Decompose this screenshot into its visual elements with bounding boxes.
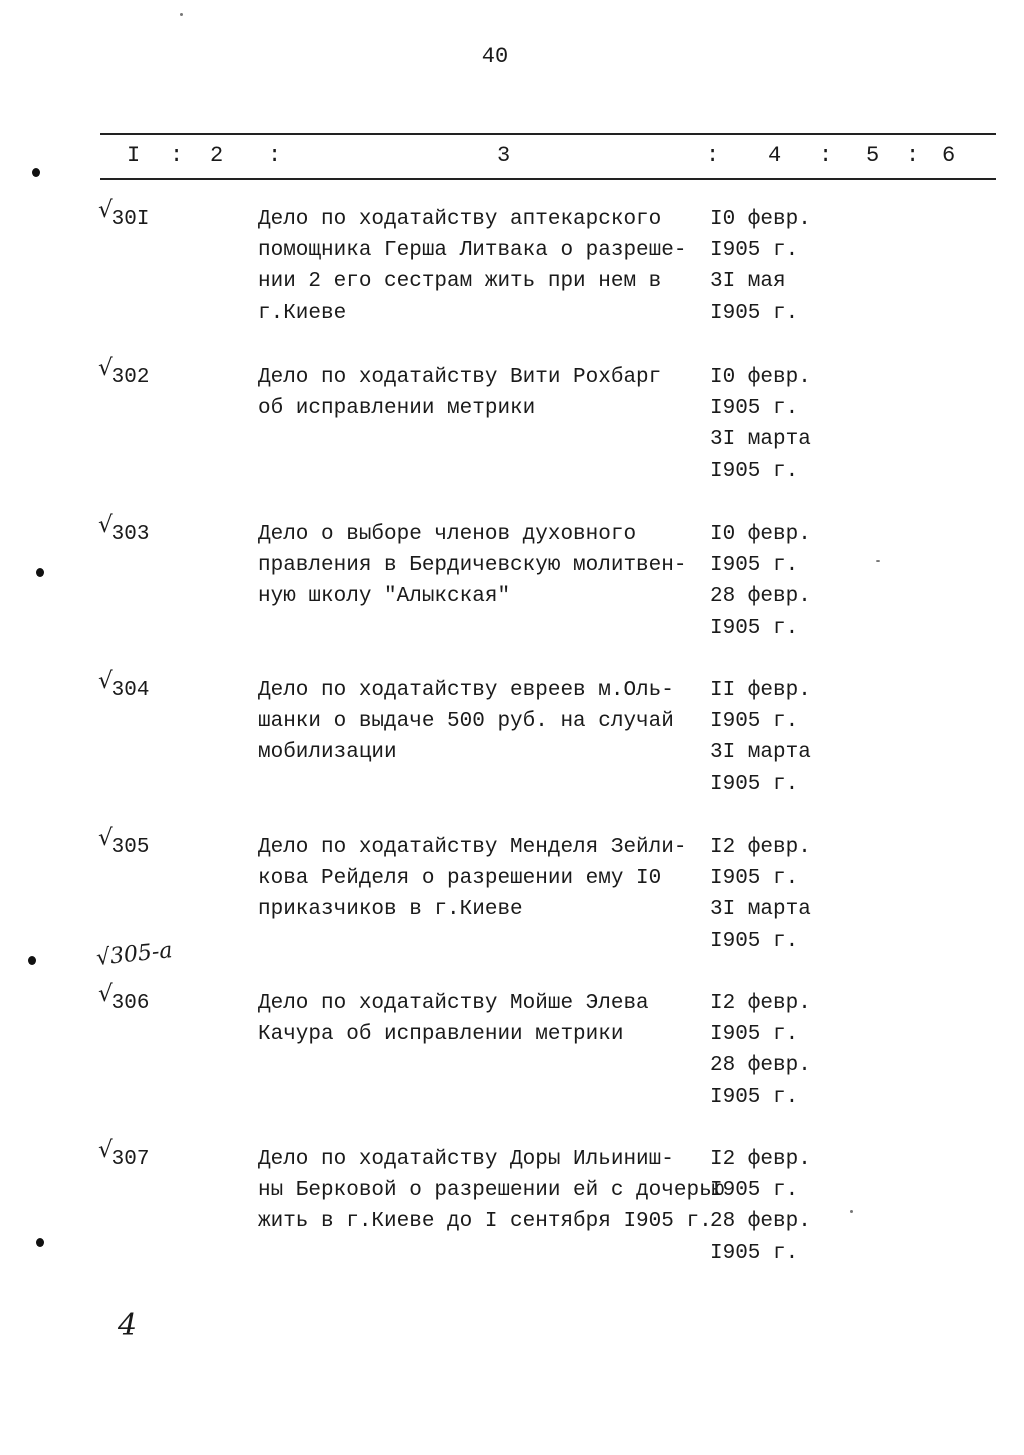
record-description: Дело по ходатайству Вити Рохбарг об исправлении метрики [258,366,662,421]
column-separator: : [170,143,184,168]
column-header-3: 3 [497,143,511,168]
check-mark-icon: √ [98,355,113,381]
check-mark-icon: √ [98,668,113,694]
column-header-5: 5 [866,143,880,168]
scan-speck [850,1210,853,1213]
check-mark-icon: √ [98,512,113,538]
record-dates: I0 февр. I905 г. 28 февр. I905 г. [710,523,811,640]
punch-hole-mark [36,568,44,577]
scan-speck [180,13,183,16]
record-number: √307 [98,1137,150,1171]
record-number: √306 [98,981,150,1015]
column-header-4: 4 [768,143,782,168]
record-description: Дело по ходатайству Менделя Зейли- кова Рейделя о разрешении ему I0 приказчиков в г.Киеве [258,836,687,922]
punch-hole-mark [28,956,36,965]
check-mark-icon: √ [98,197,113,223]
scan-speck [876,560,880,562]
record-dates: I2 февр. I905 г. 3I марта I905 г. [710,836,811,953]
check-mark-icon: √ [98,1137,113,1163]
header-top-rule [100,133,996,135]
record-dates: I0 февр. I905 г. 3I марта I905 г. [710,366,811,483]
record-dates: I0 февр. I905 г. 3I мая I905 г. [710,208,811,325]
record-description: Дело о выборе членов духовного правления в Бердичевскую молитвен- ную школу "Алыкская" [258,523,687,609]
check-mark-icon: √ [98,981,113,1007]
check-mark-icon: √ [98,825,113,851]
punch-hole-mark [32,168,40,177]
column-header-2: 2 [210,143,224,168]
column-separator: : [819,143,833,168]
record-description: Дело по ходатайству аптекарского помощника Герша Литвака о разреше- нии 2 его сестрам жить при нем в г.Киеве [258,208,687,325]
record-dates: I2 февр. I905 г. 28 февр. I905 г. [710,1148,811,1265]
record-description: Дело по ходатайству евреев м.Оль- шанки о выдаче 500 руб. на случай мобилизации [258,679,674,765]
record-number: √305 [98,825,150,859]
column-header-1: I [127,143,141,168]
record-dates: I2 февр. I905 г. 28 февр. I905 г. [710,992,811,1109]
punch-hole-mark [36,1238,44,1247]
column-separator: : [706,143,720,168]
record-number: √304 [98,668,150,702]
folio-mark: 4 [118,1308,138,1343]
record-number: √30I [98,197,150,231]
record-description: Дело по ходатайству Доры Ильиниш- ны Берковой о разрешении ей с дочерью жить в г.Киеве до I сентября I905 г. [258,1148,725,1234]
header-bottom-rule [100,178,996,180]
record-dates: II февр. I905 г. 3I марта I905 г. [710,679,811,796]
page-number: 40 [481,44,509,69]
record-description: Дело по ходатайству Мойше Элева Качура об исправлении метрики [258,992,649,1047]
column-separator: : [906,143,920,168]
handwritten-note: √305-а [94,938,174,971]
record-number: √302 [98,355,150,389]
record-number: √303 [98,512,150,546]
column-separator: : [268,143,282,168]
column-header-6: 6 [942,143,956,168]
